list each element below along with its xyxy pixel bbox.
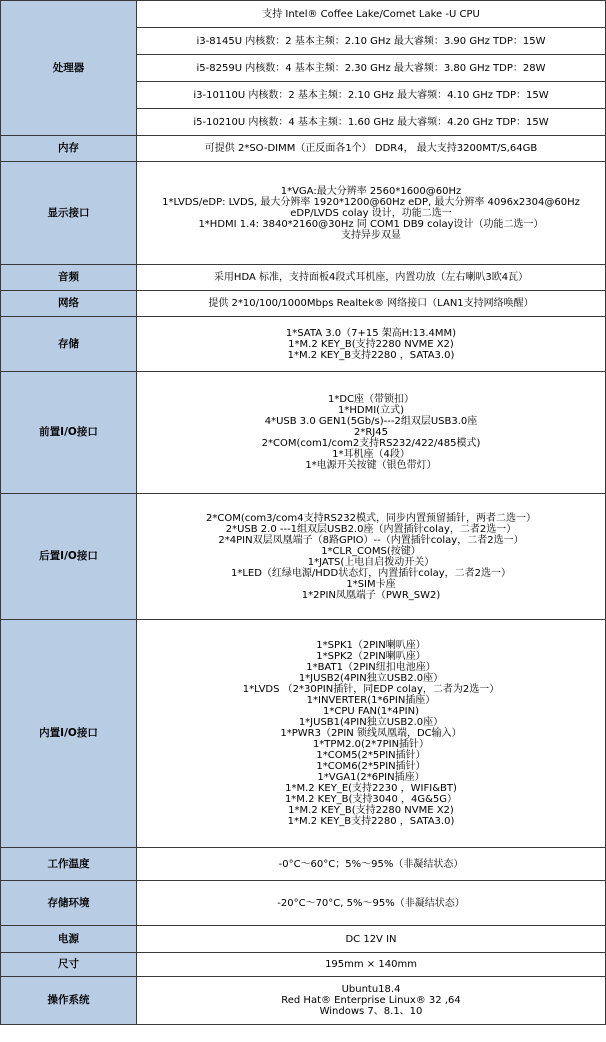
internal-io-line: 1*LVDS （2*30PIN插针，同EDP colay，二者为2选一） (242, 684, 500, 695)
rear-io-line: 1*JATS(上电自启拨动开关） (307, 556, 435, 568)
os-line: Ubuntu18.4 (341, 984, 401, 995)
table-row (1, 372, 606, 494)
internal-io-line: 1*BAT1（2PIN纽扣电池座） (306, 662, 436, 673)
display-line: 支持异步双显 (341, 229, 401, 241)
internal-io-line: 1*M.2 KEY_B(支持3040 ，4G&5G） (284, 794, 458, 805)
table-row (1, 926, 606, 953)
row-label-network: 网络 (1, 291, 137, 317)
rear-io-line: 1*CLR_COMS(按键） (321, 545, 421, 557)
row-label-display: 显示接口 (1, 162, 137, 265)
dimensions-value (137, 953, 606, 977)
front-io-line: 1*耳机座（4段） (332, 449, 410, 460)
row-label-cpu: 处理器 (1, 1, 137, 136)
row-label-power: 电源 (1, 926, 137, 953)
internal-io-line: 1*COM6(2*5PIN插针） (316, 761, 426, 772)
storage-line: 1*SATA 3.0（7+15 架高H:13.4MM) (285, 327, 457, 339)
internal-io-line: 1*M.2 KEY_B支持2280 ，SATA3.0) (287, 816, 455, 827)
table-row (1, 494, 606, 620)
display-value (137, 162, 606, 265)
display-line: 1*VGA:最大分辨率 2560*1600@60Hz (280, 185, 462, 197)
table-row (1, 953, 606, 977)
dimensions-line: 195mm × 140mm (325, 959, 417, 970)
power-value (137, 926, 606, 953)
row-label-audio: 音频 (1, 265, 137, 291)
internal-io-line: 1*SPK1（2PIN喇叭座） (316, 640, 426, 651)
table-row (1, 620, 606, 848)
internal-io-value (137, 620, 606, 848)
os-line: Windows 7、8.1、10 (319, 1006, 423, 1017)
internal-io-line: 1*PWR3（2PIN 锁线凤凰端，DC输入） (280, 728, 462, 739)
memory-value (137, 136, 606, 162)
table-row (1, 162, 606, 265)
internal-io-line: 1*CPU FAN(1*4PIN) (322, 706, 419, 717)
operating-temp-line: -0°C～60°C；5%～95%（非凝结状态） (278, 858, 464, 870)
audio-value (137, 265, 606, 291)
cpu-model-row: i5-8259U 内核数：4 基本主频：2.30 GHz 最大睿频：3.80 GHz TDP：28W (137, 55, 606, 82)
table-row (1, 977, 606, 1025)
storage-value (137, 317, 606, 372)
row-label-internal-io: 内置I/O接口 (1, 620, 137, 848)
operating-temp-value (137, 848, 606, 881)
internal-io-line: 1*INVERTER(1*6PIN插座） (306, 695, 436, 706)
rear-io-value (137, 494, 606, 620)
row-label-os: 操作系统 (1, 977, 137, 1025)
storage-line: 1*M.2 KEY_B(支持2280 NVME X2) (288, 338, 454, 350)
storage-env-value (137, 881, 606, 926)
network-value (137, 291, 606, 317)
row-label-dimensions: 尺寸 (1, 953, 137, 977)
internal-io-line: 1*COM5(2*5PIN插针） (316, 750, 426, 761)
row-label-storage: 存储 (1, 317, 137, 372)
os-value (137, 977, 606, 1025)
row-label-operating-temp: 工作温度 (1, 848, 137, 881)
internal-io-line: 1*M.2 KEY_E(支持2230 ，WIFI&BT) (285, 783, 457, 794)
cpu-model-row: i5-10210U 内核数：4 基本主频：1.60 GHz 最大睿频：4.20 GHz TDP：15W (137, 109, 606, 136)
cpu-model-row: i3-8145U 内核数：2 基本主频：2.10 GHz 最大睿频：3.90 GHz TDP：15W (137, 28, 606, 55)
storage-line: 1*M.2 KEY_B支持2280 ，SATA3.0) (287, 349, 455, 361)
storage-env-line: -20°C～70°C, 5%～95%（非凝结状态） (277, 897, 465, 909)
rear-io-line: 2*COM(com3/com4支持RS232模式，同步内置预留插针，两者二选一） (206, 512, 536, 524)
internal-io-line: 1*JUSB2(4PIN独立USB2.0座） (298, 673, 444, 684)
front-io-line: 1*HDMI(立式) (338, 405, 404, 416)
row-label-storage-env: 存储环境 (1, 881, 137, 926)
internal-io-line: 1*TPM2.0(2*7PIN插针） (312, 739, 430, 750)
front-io-line: 2*COM(com1/com2支持RS232/422/485模式) (261, 438, 481, 449)
rear-io-line: 1*2PIN凤凰端子（PWR_SW2) (301, 589, 441, 601)
display-line: eDP/LVDS colay 设计，功能二选一 (290, 207, 452, 219)
memory-line: 可提供 2*SO-DIMM（正反面各1个） DDR4， 最大支持3200MT/S,64GB (204, 143, 538, 154)
row-label-rear-io: 后置I/O接口 (1, 494, 137, 620)
front-io-line: 1*电源开关按键（银色带灯） (305, 460, 437, 471)
power-line: DC 12V IN (345, 933, 397, 945)
table-row (1, 317, 606, 372)
row-label-memory: 内存 (1, 136, 137, 162)
display-line: 1*LVDS/eDP: LVDS, 最大分辨率 1920*1200@60Hz eDP, 最大分辨率 4096x2304@60Hz (162, 196, 580, 208)
network-line: 提供 2*10/100/1000Mbps Realtek® 网络接口（LAN1支持网络唤醒） (208, 298, 534, 309)
os-line: Red Hat® Enterprise Linux® 32 ,64 (281, 995, 461, 1006)
rear-io-line: 2*USB 2.0 ---1组双层USB2.0座（内置插针colay，二者2选一） (225, 523, 517, 535)
internal-io-line: 1*VGA1(2*6PIN插座） (317, 772, 425, 783)
internal-io-line: 1*SPK2（2PIN喇叭座） (316, 651, 426, 662)
front-io-line: 1*DC座（带锁扣） (327, 394, 415, 405)
rear-io-line: 2*4PIN双层凤凰端子（8路GPIO）--（内置插针colay，二者2选一） (218, 534, 524, 546)
front-io-line: 4*USB 3.0 GEN1(5Gb/s)---2组双层USB3.0座 (264, 416, 478, 427)
internal-io-line: 1*JUSB1(4PIN独立USB2.0座） (298, 717, 444, 728)
table-row (1, 265, 606, 291)
table-row (1, 881, 606, 926)
front-io-line: 2*RJ45 (354, 427, 388, 438)
rear-io-line: 1*SIM卡座 (346, 578, 396, 590)
display-line: 1*HDMI 1.4: 3840*2160@30Hz 同 COM1 DB9 colay设计（功能二选一） (198, 218, 544, 230)
cpu-support-line: 支持 Intel® Coffee Lake/Comet Lake -U CPU (137, 1, 606, 28)
row-label-front-io: 前置I/O接口 (1, 372, 137, 494)
table-row (1, 848, 606, 881)
table-row (1, 136, 606, 162)
cpu-model-row: i3-10110U 内核数：2 基本主频：2.10 GHz 最大睿频：4.10 GHz TDP：15W (137, 82, 606, 109)
table-row (1, 291, 606, 317)
internal-io-line: 1*M.2 KEY_B(支持2280 NVME X2) (288, 805, 454, 816)
audio-line: 采用HDA 标准，支持面板4段式耳机座，内置功放（左右喇叭3欧4瓦） (213, 272, 529, 283)
rear-io-line: 1*LED（红绿电源/HDD状态灯，内置插针colay，二者2选一） (230, 567, 512, 579)
table-row (1, 1, 606, 28)
front-io-value (137, 372, 606, 494)
